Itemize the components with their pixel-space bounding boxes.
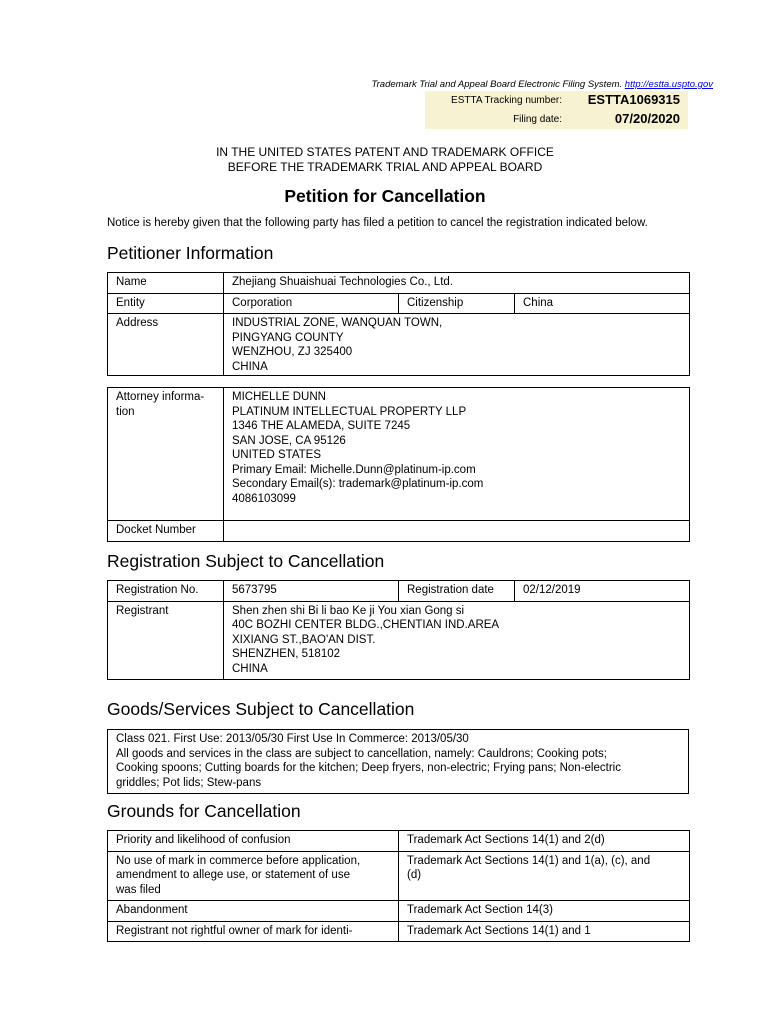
- filing-date-label: Filing date:: [513, 114, 562, 125]
- ground-1: No use of mark in commerce before application, amendment to allege use, or statement of use was filed: [108, 851, 399, 901]
- tracking-number: ESTTA1069315: [587, 92, 680, 107]
- goods-text: Class 021. First Use: 2013/05/30 First Use In Commerce: 2013/05/30 All goods and services in the class are subject to cancellation, namely: Cauldrons; Cooking pots; Cooking spoons; Cutting boards for the kitchen; Deep fryers, non-electric; Frying pans; Non-electric griddles; Pot lids; Stew-pans: [108, 730, 689, 794]
- citizenship-value: China: [515, 293, 690, 314]
- ground-2: Abandonment: [108, 901, 399, 922]
- table-row: [108, 901, 690, 922]
- goods-table: [107, 729, 689, 794]
- reg-date-value: 02/12/2019: [515, 581, 690, 602]
- table-row: [108, 831, 690, 852]
- table-row: [108, 730, 689, 794]
- goods-heading: Goods/Services Subject to Cancellation: [107, 699, 415, 719]
- table-row: [108, 273, 690, 294]
- registration-heading: Registration Subject to Cancellation: [107, 551, 385, 571]
- act-2: Trademark Act Section 14(3): [399, 901, 690, 922]
- act-3: Trademark Act Sections 14(1) and 1: [399, 921, 690, 942]
- table-row: [108, 314, 690, 376]
- reg-date-label: Registration date: [399, 581, 515, 602]
- filing-date: 07/20/2020: [614, 111, 680, 126]
- grounds-table: [107, 830, 690, 942]
- attorney-label: Attorney informa- tion: [108, 388, 224, 521]
- reg-no-label: Registration No.: [108, 581, 224, 602]
- registration-table: [107, 580, 690, 680]
- office-line-1: IN THE UNITED STATES PATENT AND TRADEMARK OFFICE: [216, 145, 554, 159]
- table-row: [108, 293, 690, 314]
- act-1: Trademark Act Sections 14(1) and 1(a), (c), and (d): [399, 851, 690, 901]
- docket-label: Docket Number: [108, 521, 224, 542]
- registrant-value: Shen zhen shi Bi li bao Ke ji You xian Gong si 40C BOZHI CENTER BLDG.,CHENTIAN IND.AREA XIXIANG ST.,BAO'AN DIST. SHENZHEN, 518102 CHINA: [224, 601, 690, 680]
- tracking-box: [425, 91, 688, 129]
- address-value: INDUSTRIAL ZONE, WANQUAN TOWN, PINGYANG COUNTY WENZHOU, ZJ 325400 CHINA: [224, 314, 690, 376]
- citizenship-label: Citizenship: [399, 293, 515, 314]
- filing-system-line: [0, 79, 713, 90]
- reg-no-value: 5673795: [224, 581, 399, 602]
- ground-3: Registrant not rightful owner of mark for identi-: [108, 921, 399, 942]
- attorney-value: MICHELLE DUNN PLATINUM INTELLECTUAL PROPERTY LLP 1346 THE ALAMEDA, SUITE 7245 SAN JOSE, CA 95126 UNITED STATES Primary Email: Michelle.Dunn@platinum-ip.com Secondary Email(s): trademark@platinum-ip.com 4086103099: [224, 388, 690, 521]
- tracking-label: ESTTA Tracking number:: [451, 95, 562, 106]
- page-title: Petition for Cancellation: [284, 186, 486, 206]
- office-line-2: BEFORE THE TRADEMARK TRIAL AND APPEAL BOARD: [227, 160, 543, 174]
- notice-text: Notice is hereby given that the following party has filed a petition to cancel the registration indicated below.: [107, 217, 648, 229]
- petitioner-table: [107, 272, 690, 376]
- registrant-label: Registrant: [108, 601, 224, 680]
- table-row: [108, 851, 690, 901]
- name-value: Zhejiang Shuaishuai Technologies Co., Ltd.: [224, 273, 690, 294]
- table-row: [108, 921, 690, 942]
- address-label: Address: [108, 314, 224, 376]
- ground-0: Priority and likelihood of confusion: [108, 831, 399, 852]
- table-row: [108, 521, 690, 542]
- table-row: [108, 581, 690, 602]
- entity-label: Entity: [108, 293, 224, 314]
- estta-link[interactable]: http://estta.uspto.gov: [624, 79, 713, 90]
- name-label: Name: [108, 273, 224, 294]
- grounds-heading: Grounds for Cancellation: [107, 801, 301, 821]
- table-row: [108, 601, 690, 680]
- filing-system-text: Trademark Trial and Appeal Board Electronic Filing System.: [371, 79, 623, 90]
- entity-value: Corporation: [224, 293, 399, 314]
- act-0: Trademark Act Sections 14(1) and 2(d): [399, 831, 690, 852]
- petitioner-heading: Petitioner Information: [107, 243, 274, 263]
- docket-value: [224, 521, 690, 542]
- attorney-table: [107, 387, 690, 542]
- table-row: [108, 388, 690, 521]
